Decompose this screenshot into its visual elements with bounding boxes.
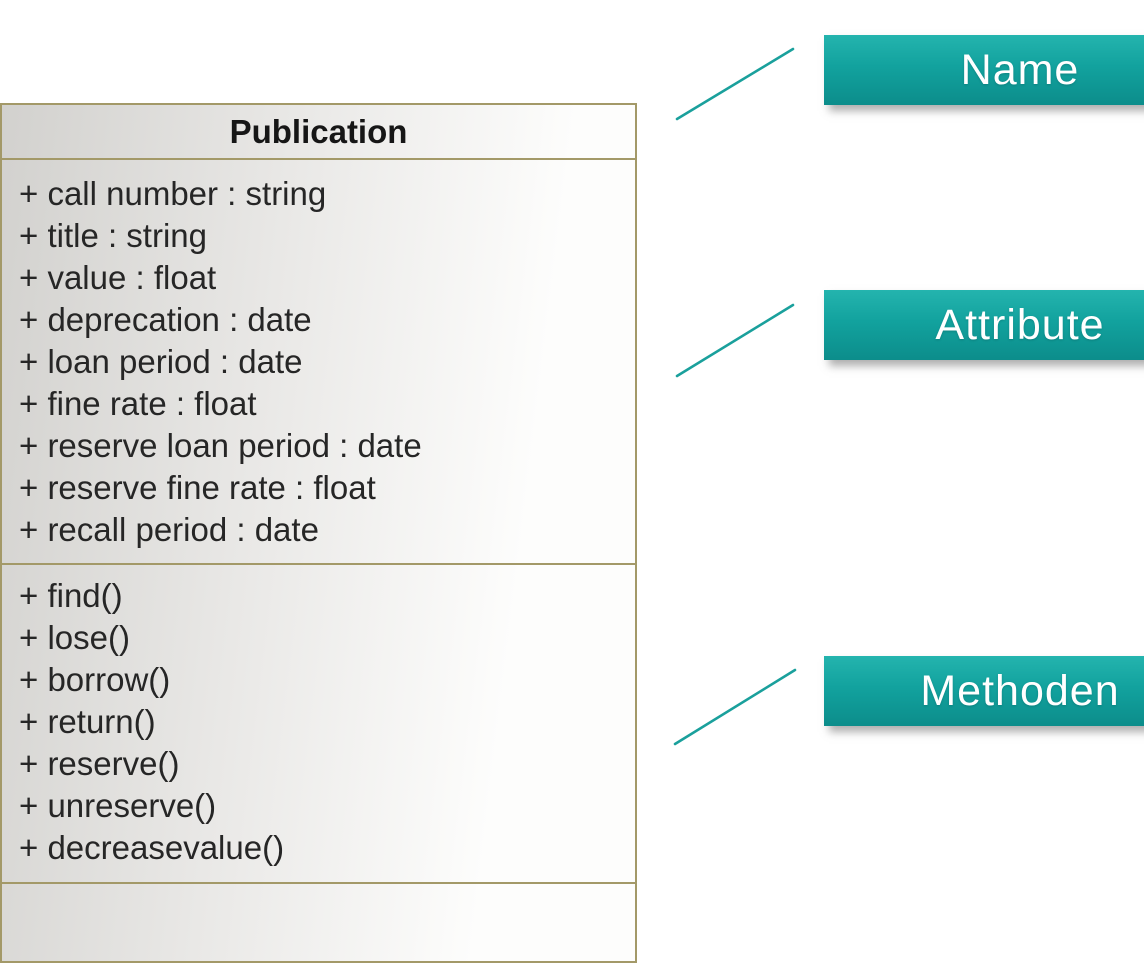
callout-name	[824, 35, 1144, 105]
callout-attribute	[824, 290, 1144, 360]
class-attribute: + deprecation : date	[19, 301, 312, 338]
class-name: Publication	[2, 105, 635, 160]
class-methods-compartment	[2, 565, 635, 884]
class-method: + decreasevalue()	[19, 829, 285, 866]
callout-connector-line-methoden	[675, 670, 795, 744]
callout-name-label: Name	[960, 45, 1080, 94]
callout-attribute-label: Attribute	[935, 300, 1105, 349]
class-attribute: + loan period : date	[19, 343, 303, 380]
class-method: + find()	[19, 577, 123, 614]
class-attribute: + call number : string	[19, 175, 327, 212]
class-attribute: + reserve loan period : date	[19, 427, 422, 464]
callout-connector-line-name	[677, 49, 793, 119]
class-method: + borrow()	[19, 661, 171, 698]
callout-connector-line-attribute	[677, 305, 793, 376]
uml-class-box	[0, 103, 637, 963]
class-method: + reserve()	[19, 745, 180, 782]
callout-methoden-label: Methoden	[920, 666, 1120, 715]
callout-methoden	[824, 656, 1144, 726]
class-attribute: + fine rate : float	[19, 385, 257, 422]
class-method: + return()	[19, 703, 156, 740]
class-attribute: + value : float	[19, 259, 217, 296]
class-method: + lose()	[19, 619, 130, 656]
class-method: + unreserve()	[19, 787, 217, 824]
class-attribute: + recall period : date	[19, 511, 319, 548]
class-empty-compartment	[2, 884, 635, 961]
class-attribute: + reserve fine rate : float	[19, 469, 376, 506]
class-attributes-compartment	[2, 160, 635, 565]
class-attribute: + title : string	[19, 217, 207, 254]
